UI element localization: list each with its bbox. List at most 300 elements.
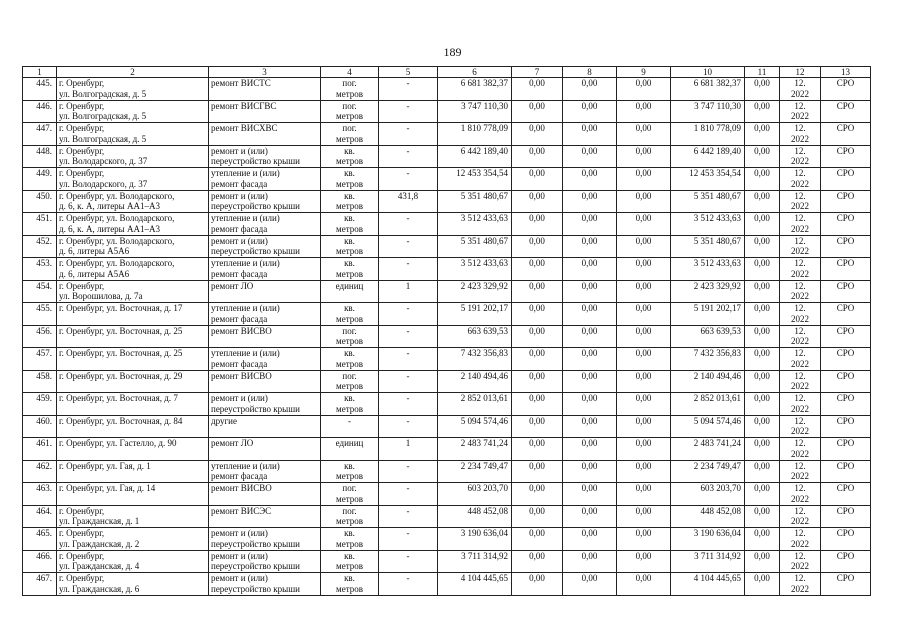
total-cost-cell: 5 351 480,67 bbox=[438, 235, 512, 258]
col7-cell: 0,00 bbox=[512, 325, 563, 348]
term-cell-line: 12. bbox=[794, 505, 806, 516]
quantity-cell: - bbox=[379, 348, 438, 371]
term-cell bbox=[780, 573, 821, 596]
col9-cell: 0,00 bbox=[617, 370, 671, 393]
col10-cell: 3 512 433,63 bbox=[671, 213, 745, 236]
work-type-cell-line: утепление и (или) bbox=[211, 213, 280, 223]
term-cell-line: 12. bbox=[794, 303, 806, 313]
address-cell-line: г. Оренбург, bbox=[59, 505, 105, 516]
col11-cell: 0,00 bbox=[745, 213, 780, 236]
source-cell: СРО bbox=[821, 145, 871, 168]
term-cell-line: 12. bbox=[794, 393, 806, 403]
source-cell: СРО bbox=[821, 348, 871, 371]
header-col-7: 7 bbox=[512, 67, 563, 78]
row-number: 451. bbox=[23, 213, 57, 236]
work-type-cell bbox=[209, 168, 321, 191]
unit-cell bbox=[321, 303, 379, 326]
work-type-cell bbox=[209, 235, 321, 258]
work-type-cell bbox=[209, 78, 321, 101]
table-row bbox=[23, 325, 871, 348]
col10-cell: 6 442 189,40 bbox=[671, 145, 745, 168]
term-cell-line: 12. bbox=[794, 483, 806, 493]
unit-cell-line: кв. bbox=[344, 213, 355, 223]
header-col-5: 5 bbox=[379, 67, 438, 78]
col7-cell: 0,00 bbox=[512, 123, 563, 146]
address-cell-line: г. Оренбург, ул. Восточная, д. 25 bbox=[59, 348, 183, 358]
quantity-cell: - bbox=[379, 460, 438, 483]
col9-cell: 0,00 bbox=[617, 415, 671, 438]
source-cell: СРО bbox=[821, 168, 871, 191]
work-type-cell bbox=[209, 145, 321, 168]
col7-cell: 0,00 bbox=[512, 78, 563, 101]
col7-cell: 0,00 bbox=[512, 258, 563, 281]
address-cell-line: ул. Гражданская, д. 6 bbox=[59, 583, 140, 594]
unit-cell-line: пог. bbox=[342, 100, 357, 111]
col8-cell: 0,00 bbox=[563, 303, 617, 326]
unit-cell bbox=[321, 348, 379, 371]
address-cell-line: г. Оренбург, ул. Восточная, д. 7 bbox=[59, 393, 178, 403]
row-number: 452. bbox=[23, 235, 57, 258]
term-cell-line: 12. bbox=[794, 280, 806, 291]
source-cell: СРО bbox=[821, 325, 871, 348]
col8-cell: 0,00 bbox=[563, 348, 617, 371]
col9-cell: 0,00 bbox=[617, 550, 671, 573]
col8-cell: 0,00 bbox=[563, 235, 617, 258]
address-cell bbox=[57, 393, 209, 416]
work-type-cell bbox=[209, 303, 321, 326]
row-number: 453. bbox=[23, 258, 57, 281]
row-number: 449. bbox=[23, 168, 57, 191]
col9-cell: 0,00 bbox=[617, 348, 671, 371]
work-type-cell bbox=[209, 573, 321, 596]
col7-cell: 0,00 bbox=[512, 528, 563, 551]
col9-cell: 0,00 bbox=[617, 78, 671, 101]
term-cell bbox=[780, 213, 821, 236]
row-number: 461. bbox=[23, 438, 57, 461]
quantity-cell: - bbox=[379, 483, 438, 506]
col10-cell: 5 351 480,67 bbox=[671, 235, 745, 258]
term-cell-line: 2022 bbox=[791, 403, 809, 414]
col7-cell: 0,00 bbox=[512, 370, 563, 393]
term-cell-line: 12. bbox=[794, 573, 806, 583]
total-cost-cell: 2 483 741,24 bbox=[438, 438, 512, 461]
total-cost-cell: 2 852 013,61 bbox=[438, 393, 512, 416]
col7-cell: 0,00 bbox=[512, 393, 563, 416]
unit-cell-line: метров bbox=[336, 471, 363, 481]
term-cell bbox=[780, 235, 821, 258]
address-cell bbox=[57, 190, 209, 213]
quantity-cell: - bbox=[379, 235, 438, 258]
header-col-13: 13 bbox=[821, 67, 871, 78]
col10-cell: 3 190 636,04 bbox=[671, 528, 745, 551]
address-cell bbox=[57, 258, 209, 281]
unit-cell bbox=[321, 415, 379, 438]
term-cell-line: 2022 bbox=[791, 516, 809, 526]
quantity-cell: - bbox=[379, 168, 438, 191]
unit-cell-line: метров bbox=[336, 201, 363, 211]
header-col-4: 4 bbox=[321, 67, 379, 78]
work-type-cell bbox=[209, 460, 321, 483]
unit-cell-line: - bbox=[348, 415, 351, 426]
address-cell-line: г. Оренбург, ул. Володарского, bbox=[59, 213, 175, 223]
col9-cell: 0,00 bbox=[617, 303, 671, 326]
unit-cell-line: кв. bbox=[344, 258, 355, 268]
address-cell bbox=[57, 550, 209, 573]
col10-cell: 2 483 741,24 bbox=[671, 438, 745, 461]
unit-cell-line: метров bbox=[336, 358, 363, 369]
col9-cell: 0,00 bbox=[617, 438, 671, 461]
col11-cell: 0,00 bbox=[745, 348, 780, 371]
col7-cell: 0,00 bbox=[512, 573, 563, 596]
term-cell-line: 12. bbox=[794, 325, 806, 336]
col8-cell: 0,00 bbox=[563, 505, 617, 528]
total-cost-cell: 3 512 433,63 bbox=[438, 258, 512, 281]
col7-cell: 0,00 bbox=[512, 168, 563, 191]
work-type-cell-line: ремонт и (или) bbox=[211, 550, 268, 561]
col7-cell: 0,00 bbox=[512, 460, 563, 483]
table-row bbox=[23, 190, 871, 213]
address-cell bbox=[57, 325, 209, 348]
table-row bbox=[23, 393, 871, 416]
col10-cell: 448 452,08 bbox=[671, 505, 745, 528]
address-cell bbox=[57, 78, 209, 101]
address-cell-line: г. Оренбург, ул. Восточная, д. 29 bbox=[59, 370, 183, 381]
address-cell bbox=[57, 348, 209, 371]
unit-cell-line: единиц bbox=[335, 280, 364, 291]
col9-cell: 0,00 bbox=[617, 505, 671, 528]
work-type-cell-line: ремонт фасада bbox=[211, 471, 268, 481]
col8-cell: 0,00 bbox=[563, 123, 617, 146]
col10-cell: 663 639,53 bbox=[671, 325, 745, 348]
term-cell-line: 2022 bbox=[791, 448, 809, 459]
work-type-cell bbox=[209, 528, 321, 551]
term-cell bbox=[780, 100, 821, 123]
row-number: 459. bbox=[23, 393, 57, 416]
col8-cell: 0,00 bbox=[563, 460, 617, 483]
col11-cell: 0,00 bbox=[745, 393, 780, 416]
work-type-cell bbox=[209, 213, 321, 236]
col11-cell: 0,00 bbox=[745, 280, 780, 303]
source-cell: СРО bbox=[821, 528, 871, 551]
work-type-cell-line: ремонт ВИСТС bbox=[211, 78, 271, 88]
quantity-cell: - bbox=[379, 393, 438, 416]
total-cost-cell: 448 452,08 bbox=[438, 505, 512, 528]
col8-cell: 0,00 bbox=[563, 280, 617, 303]
work-type-cell-line: переустройство крыши bbox=[211, 156, 300, 166]
col8-cell: 0,00 bbox=[563, 415, 617, 438]
unit-cell bbox=[321, 78, 379, 101]
table-row bbox=[23, 415, 871, 438]
row-number: 456. bbox=[23, 325, 57, 348]
col7-cell: 0,00 bbox=[512, 303, 563, 326]
unit-cell-line: пог. bbox=[342, 325, 357, 336]
col7-cell: 0,00 bbox=[512, 145, 563, 168]
col7-cell: 0,00 bbox=[512, 280, 563, 303]
row-number: 462. bbox=[23, 460, 57, 483]
term-cell-line: 2022 bbox=[791, 111, 809, 121]
row-number: 463. bbox=[23, 483, 57, 506]
quantity-cell: - bbox=[379, 370, 438, 393]
address-cell-line: г. Оренбург, bbox=[59, 100, 105, 111]
unit-cell bbox=[321, 100, 379, 123]
work-type-cell-line: ремонт ВИСХВС bbox=[211, 123, 278, 133]
unit-cell-line: метров bbox=[336, 223, 363, 234]
col11-cell: 0,00 bbox=[745, 235, 780, 258]
header-col-6: 6 bbox=[438, 67, 512, 78]
term-cell-line: 12. bbox=[794, 460, 806, 471]
total-cost-cell: 3 190 636,04 bbox=[438, 528, 512, 551]
quantity-cell: - bbox=[379, 258, 438, 281]
source-cell: СРО bbox=[821, 123, 871, 146]
table-row bbox=[23, 348, 871, 371]
address-cell bbox=[57, 573, 209, 596]
col8-cell: 0,00 bbox=[563, 483, 617, 506]
col7-cell: 0,00 bbox=[512, 505, 563, 528]
address-cell-line: г. Оренбург, bbox=[59, 573, 105, 583]
col10-cell: 12 453 354,54 bbox=[671, 168, 745, 191]
unit-cell-line: кв. bbox=[344, 168, 355, 178]
address-cell bbox=[57, 505, 209, 528]
term-cell-line: 2022 bbox=[791, 426, 809, 436]
unit-cell bbox=[321, 393, 379, 416]
table-row bbox=[23, 100, 871, 123]
table-row bbox=[23, 460, 871, 483]
col9-cell: 0,00 bbox=[617, 190, 671, 213]
row-number: 458. bbox=[23, 370, 57, 393]
work-type-cell bbox=[209, 258, 321, 281]
col10-cell: 603 203,70 bbox=[671, 483, 745, 506]
header-col-10: 10 bbox=[671, 67, 745, 78]
unit-cell-line: кв. bbox=[344, 573, 355, 583]
address-cell-line: ул. Ворошилова, д. 7а bbox=[59, 291, 143, 301]
address-cell bbox=[57, 370, 209, 393]
source-cell: СРО bbox=[821, 258, 871, 281]
header-col-11: 11 bbox=[745, 67, 780, 78]
term-cell-line: 2022 bbox=[791, 201, 809, 211]
table-row bbox=[23, 123, 871, 146]
col10-cell: 5 191 202,17 bbox=[671, 303, 745, 326]
work-type-cell bbox=[209, 325, 321, 348]
address-cell bbox=[57, 213, 209, 236]
term-cell-line: 12. bbox=[794, 123, 806, 133]
term-cell-line: 2022 bbox=[791, 268, 809, 279]
quantity-cell: - bbox=[379, 550, 438, 573]
address-cell bbox=[57, 145, 209, 168]
row-number: 446. bbox=[23, 100, 57, 123]
work-type-cell-line: ремонт и (или) bbox=[211, 235, 268, 246]
work-type-cell-line: утепление и (или) bbox=[211, 348, 280, 358]
term-cell-line: 12. bbox=[794, 258, 806, 268]
address-cell-line: ул. Гражданская, д. 2 bbox=[59, 538, 140, 549]
col11-cell: 0,00 bbox=[745, 303, 780, 326]
col10-cell: 3 512 433,63 bbox=[671, 258, 745, 281]
term-cell-line: 2022 bbox=[791, 88, 809, 99]
address-cell-line: г. Оренбург, ул. Гая, д. 1 bbox=[59, 460, 151, 471]
unit-cell bbox=[321, 325, 379, 348]
address-cell bbox=[57, 280, 209, 303]
row-number: 445. bbox=[23, 78, 57, 101]
quantity-cell: - bbox=[379, 100, 438, 123]
unit-cell-line: пог. bbox=[342, 123, 357, 133]
term-cell-line: 2022 bbox=[791, 156, 809, 166]
unit-cell-line: пог. bbox=[342, 505, 357, 516]
address-cell-line: г. Оренбург, ул. Восточная, д. 84 bbox=[59, 415, 183, 426]
work-type-cell bbox=[209, 280, 321, 303]
work-type-cell-line: ремонт ЛО bbox=[211, 280, 254, 291]
work-type-cell-line: ремонт фасада bbox=[211, 178, 268, 189]
row-number: 457. bbox=[23, 348, 57, 371]
total-cost-cell: 5 094 574,46 bbox=[438, 415, 512, 438]
work-type-cell bbox=[209, 348, 321, 371]
col7-cell: 0,00 bbox=[512, 550, 563, 573]
term-cell bbox=[780, 415, 821, 438]
unit-cell-line: метров bbox=[336, 336, 363, 346]
work-type-cell-line: ремонт и (или) bbox=[211, 573, 268, 583]
work-type-cell-line: ремонт фасада bbox=[211, 223, 268, 234]
source-cell: СРО bbox=[821, 573, 871, 596]
unit-cell bbox=[321, 258, 379, 281]
address-cell-line: г. Оренбург, bbox=[59, 78, 105, 88]
col10-cell: 4 104 445,65 bbox=[671, 573, 745, 596]
address-cell bbox=[57, 438, 209, 461]
work-type-cell-line: ремонт и (или) bbox=[211, 145, 268, 156]
unit-cell-line: пог. bbox=[342, 370, 357, 381]
total-cost-cell: 5 191 202,17 bbox=[438, 303, 512, 326]
term-cell-line: 12. bbox=[794, 415, 806, 426]
term-cell bbox=[780, 505, 821, 528]
term-cell bbox=[780, 123, 821, 146]
unit-cell-line: кв. bbox=[344, 460, 355, 471]
term-cell bbox=[780, 528, 821, 551]
term-cell-line: 12. bbox=[794, 168, 806, 178]
term-cell bbox=[780, 258, 821, 281]
term-cell-line: 2022 bbox=[791, 336, 809, 346]
source-cell: СРО bbox=[821, 438, 871, 461]
col9-cell: 0,00 bbox=[617, 573, 671, 596]
table-row bbox=[23, 303, 871, 326]
table-row bbox=[23, 528, 871, 551]
table-row bbox=[23, 235, 871, 258]
address-cell-line: д. 6, литеры А5А6 bbox=[59, 268, 130, 279]
source-cell: СРО bbox=[821, 280, 871, 303]
address-cell bbox=[57, 460, 209, 483]
unit-cell bbox=[321, 505, 379, 528]
table-row bbox=[23, 550, 871, 573]
row-number: 454. bbox=[23, 280, 57, 303]
address-cell bbox=[57, 528, 209, 551]
row-number: 466. bbox=[23, 550, 57, 573]
row-number: 467. bbox=[23, 573, 57, 596]
work-type-cell-line: ремонт ВИСВО bbox=[211, 483, 272, 493]
source-cell: СРО bbox=[821, 550, 871, 573]
source-cell: СРО bbox=[821, 78, 871, 101]
unit-cell-line: кв. bbox=[344, 235, 355, 246]
col9-cell: 0,00 bbox=[617, 325, 671, 348]
work-type-cell-line: ремонт ВИСГВС bbox=[211, 100, 277, 111]
term-cell-line: 12. bbox=[794, 78, 806, 88]
term-cell-line: 2022 bbox=[791, 246, 809, 256]
address-cell-line: г. Оренбург, bbox=[59, 528, 105, 538]
term-cell bbox=[780, 348, 821, 371]
unit-cell-line: метров bbox=[336, 403, 363, 414]
col9-cell: 0,00 bbox=[617, 258, 671, 281]
total-cost-cell: 12 453 354,54 bbox=[438, 168, 512, 191]
work-type-cell bbox=[209, 100, 321, 123]
col7-cell: 0,00 bbox=[512, 348, 563, 371]
table-row bbox=[23, 78, 871, 101]
work-type-cell-line: ремонт фасада bbox=[211, 313, 268, 324]
source-cell: СРО bbox=[821, 460, 871, 483]
col11-cell: 0,00 bbox=[745, 550, 780, 573]
address-cell-line: г. Оренбург, ул. Володарского, bbox=[59, 258, 175, 268]
table-row bbox=[23, 573, 871, 596]
col11-cell: 0,00 bbox=[745, 100, 780, 123]
term-cell-line: 2022 bbox=[791, 133, 809, 144]
col9-cell: 0,00 bbox=[617, 280, 671, 303]
row-number: 455. bbox=[23, 303, 57, 326]
col7-cell: 0,00 bbox=[512, 483, 563, 506]
work-type-cell bbox=[209, 393, 321, 416]
term-cell-line: 12. bbox=[794, 213, 806, 223]
header-col-1: 1 bbox=[23, 67, 57, 78]
col11-cell: 0,00 bbox=[745, 78, 780, 101]
work-type-cell bbox=[209, 370, 321, 393]
term-cell bbox=[780, 190, 821, 213]
row-number: 450. bbox=[23, 190, 57, 213]
term-cell-line: 12. bbox=[794, 145, 806, 156]
col9-cell: 0,00 bbox=[617, 145, 671, 168]
term-cell-line: 12. bbox=[794, 528, 806, 538]
unit-cell-line: кв. bbox=[344, 393, 355, 403]
work-type-cell-line: переустройство крыши bbox=[211, 246, 300, 256]
col8-cell: 0,00 bbox=[563, 325, 617, 348]
unit-cell-line: метров bbox=[336, 246, 363, 256]
source-cell: СРО bbox=[821, 370, 871, 393]
col8-cell: 0,00 bbox=[563, 78, 617, 101]
unit-cell bbox=[321, 550, 379, 573]
term-cell-line: 12. bbox=[794, 370, 806, 381]
col11-cell: 0,00 bbox=[745, 505, 780, 528]
total-cost-cell: 603 203,70 bbox=[438, 483, 512, 506]
unit-cell-line: метров bbox=[336, 313, 363, 324]
term-cell-line: 2022 bbox=[791, 471, 809, 481]
table-row bbox=[23, 438, 871, 461]
address-cell bbox=[57, 415, 209, 438]
quantity-cell: - bbox=[379, 325, 438, 348]
source-cell: СРО bbox=[821, 213, 871, 236]
total-cost-cell: 4 104 445,65 bbox=[438, 573, 512, 596]
unit-cell-line: метров bbox=[336, 583, 363, 594]
address-cell-line: ул. Волгоградская, д. 5 bbox=[59, 111, 147, 121]
address-cell-line: г. Оренбург, bbox=[59, 168, 105, 178]
unit-cell-line: кв. bbox=[344, 550, 355, 561]
header-col-3: 3 bbox=[209, 67, 321, 78]
work-type-cell-line: ремонт и (или) bbox=[211, 393, 268, 403]
address-cell-line: ул. Володарского, д. 37 bbox=[59, 156, 148, 166]
source-cell: СРО bbox=[821, 505, 871, 528]
col11-cell: 0,00 bbox=[745, 168, 780, 191]
term-cell-line: 2022 bbox=[791, 538, 809, 549]
total-cost-cell: 7 432 356,83 bbox=[438, 348, 512, 371]
col11-cell: 0,00 bbox=[745, 528, 780, 551]
total-cost-cell: 3 711 314,92 bbox=[438, 550, 512, 573]
table-row bbox=[23, 258, 871, 281]
work-type-cell-line: переустройство крыши bbox=[211, 561, 300, 571]
col10-cell: 2 423 329,92 bbox=[671, 280, 745, 303]
col8-cell: 0,00 bbox=[563, 190, 617, 213]
total-cost-cell: 2 423 329,92 bbox=[438, 280, 512, 303]
work-type-cell bbox=[209, 505, 321, 528]
